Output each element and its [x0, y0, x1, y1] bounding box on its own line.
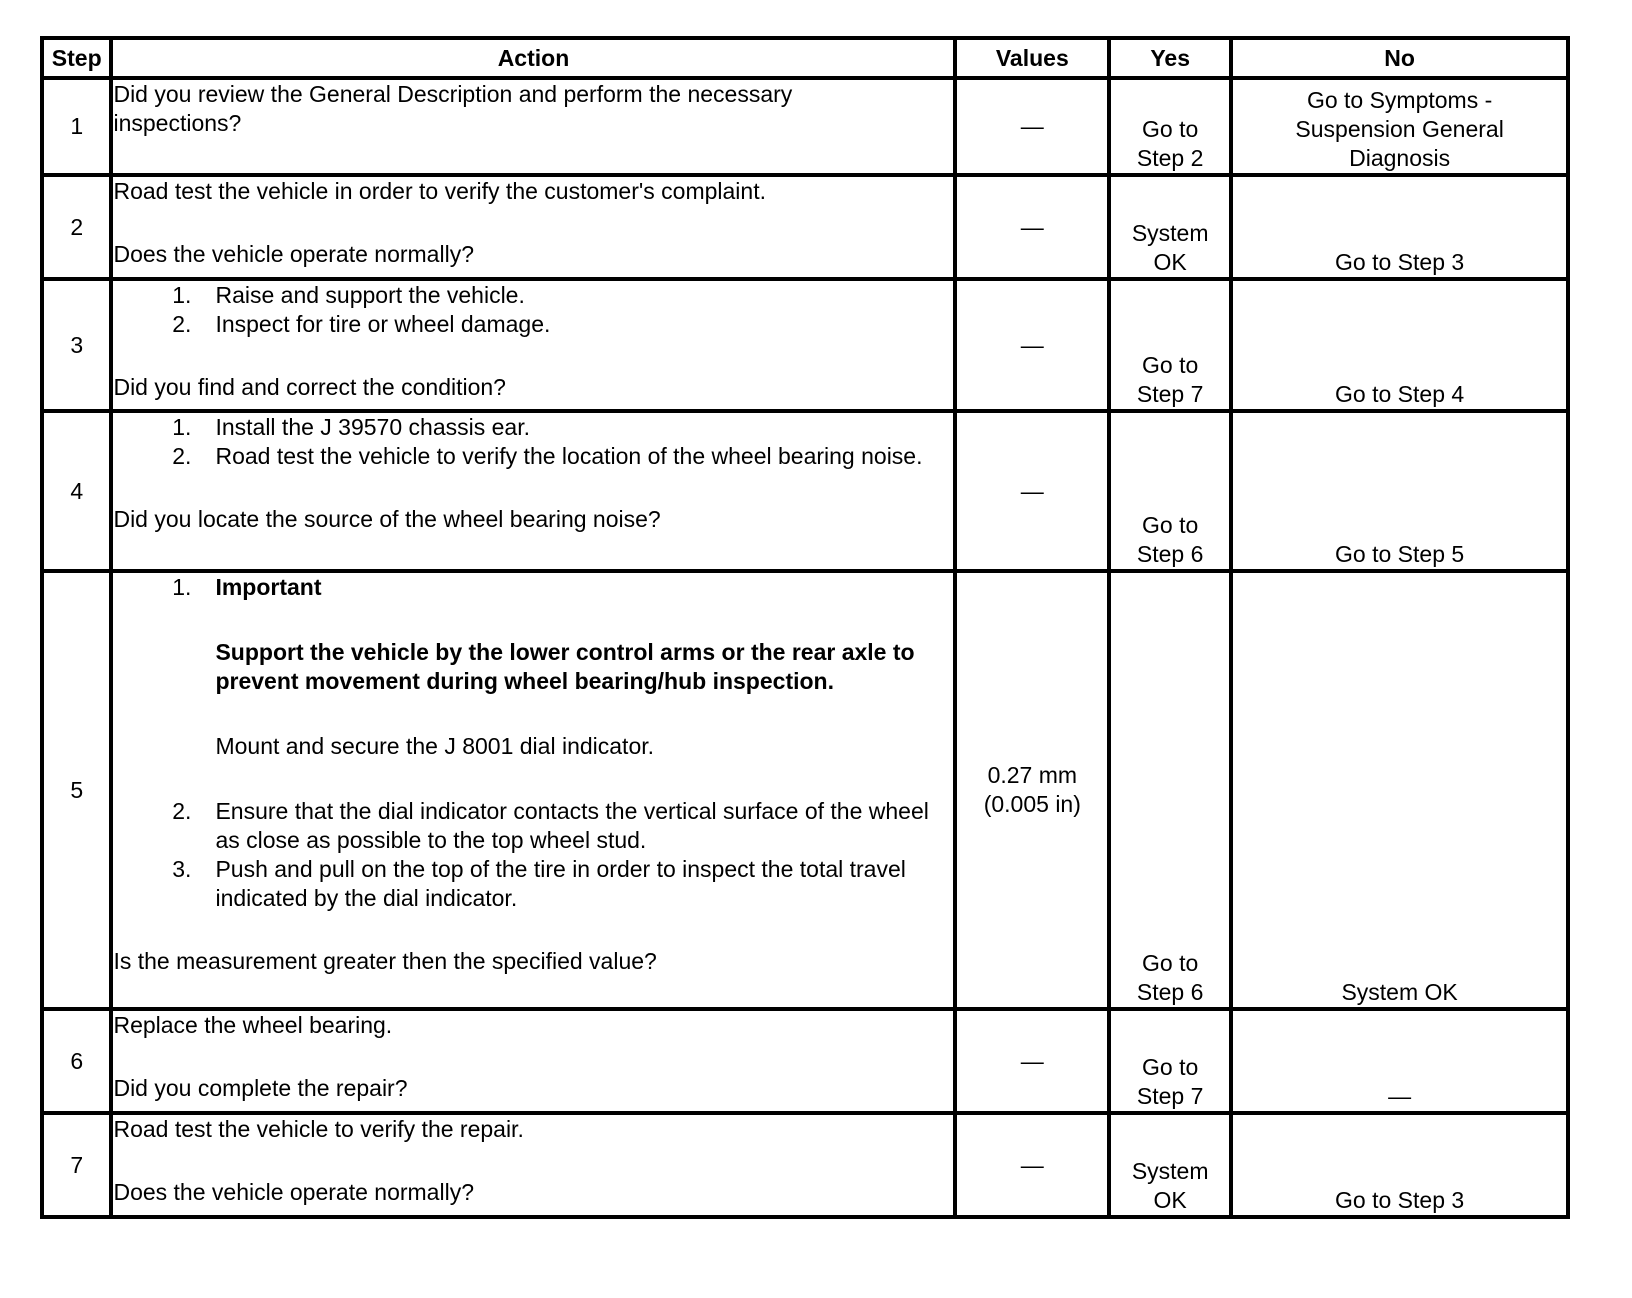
yes-cell [1109, 279, 1231, 411]
action-intro: Road test the vehicle to verify the repair. [113, 1116, 524, 1142]
no-cell [1231, 78, 1568, 175]
action-line: Did you review the General Description and perform the necessary [113, 81, 793, 107]
yes-line: Go to [1142, 1054, 1199, 1080]
no-line: Go to Step 4 [1335, 381, 1465, 407]
step-number: 4 [42, 411, 111, 571]
no-cell [1231, 175, 1568, 279]
list-item [113, 442, 953, 471]
table-row-step-7 [42, 1113, 1568, 1217]
action-question: Did you find and correct the condition? [113, 374, 506, 400]
no-line: — [1388, 1083, 1412, 1109]
action-question: Did you locate the source of the wheel bearing noise? [113, 506, 661, 532]
action-cell [111, 1113, 955, 1217]
important-note: Support the vehicle by the lower control arms or the rear axle to prevent movement during wheel bearing/hub inspection. [215, 639, 915, 694]
no-line: Diagnosis [1349, 145, 1451, 171]
yes-line: Step 6 [1136, 979, 1204, 1005]
list-item-text: Inspect for tire or wheel damage. [215, 311, 551, 337]
step-number: 5 [42, 571, 111, 1009]
yes-cell [1109, 175, 1231, 279]
table-row-step-4 [42, 411, 1568, 571]
list-item-text: Ensure that the dial indicator contacts the vertical surface of the wheel as close as possible to the top wheel stud. [215, 798, 929, 853]
yes-line: Go to [1142, 512, 1199, 538]
yes-cell [1109, 571, 1231, 1009]
no-cell [1231, 279, 1568, 411]
list-item-number: 2. [172, 311, 192, 337]
action-cell [111, 78, 955, 175]
table-row-step-2 [42, 175, 1568, 279]
list-item [113, 413, 953, 442]
important-label: Important [215, 574, 322, 600]
yes-line: Go to [1142, 116, 1199, 142]
action-cell [111, 571, 955, 1009]
action-list [113, 573, 953, 913]
action-cell [111, 1009, 955, 1113]
list-item-text: Install the J 39570 chassis ear. [215, 414, 530, 440]
values-cell: — [955, 175, 1109, 279]
list-item [113, 573, 953, 797]
list-item-number: 3. [172, 856, 192, 882]
yes-line: System [1131, 220, 1209, 246]
header-values: Values [955, 38, 1109, 78]
header-step: Step [42, 38, 111, 78]
values-cell [955, 571, 1109, 1009]
yes-line: System [1131, 1158, 1209, 1184]
yes-line: Step 7 [1136, 1083, 1204, 1109]
step-number: 7 [42, 1113, 111, 1217]
step-number: 3 [42, 279, 111, 411]
yes-line: Step 2 [1136, 145, 1204, 171]
table-row-step-1 [42, 78, 1568, 175]
list-item-text: Push and pull on the top of the tire in order to inspect the total travel indicated by the dial indicator. [215, 856, 906, 911]
action-cell [111, 279, 955, 411]
values-cell: — [955, 411, 1109, 571]
yes-line: Step 6 [1136, 541, 1204, 567]
list-item-number: 1. [172, 414, 192, 440]
action-line: inspections? [113, 110, 242, 136]
yes-line: Go to [1142, 352, 1199, 378]
yes-line: Step 7 [1136, 381, 1204, 407]
values-cell: — [955, 1113, 1109, 1217]
values-cell: — [955, 1009, 1109, 1113]
action-question: Does the vehicle operate normally? [113, 1179, 474, 1205]
list-item [113, 797, 953, 855]
step-number: 6 [42, 1009, 111, 1113]
values-cell: — [955, 78, 1109, 175]
header-row [42, 38, 1568, 78]
no-line: Suspension General [1295, 116, 1504, 142]
list-item-number: 2. [172, 443, 192, 469]
spec-imperial: (0.005 in) [983, 791, 1081, 817]
list-item-text: Mount and secure the J 8001 dial indicator. [215, 733, 655, 759]
table-row-step-6 [42, 1009, 1568, 1113]
action-question: Is the measurement greater then the specified value? [113, 948, 657, 974]
list-item-number: 1. [172, 282, 192, 308]
list-item [113, 281, 953, 310]
diagnostic-table [40, 36, 1570, 1219]
no-cell [1231, 1009, 1568, 1113]
no-line: System OK [1341, 979, 1458, 1005]
header-yes: Yes [1109, 38, 1231, 78]
table-row-step-3 [42, 279, 1568, 411]
no-cell [1231, 571, 1568, 1009]
yes-cell [1109, 1113, 1231, 1217]
no-line: Go to Step 3 [1335, 249, 1465, 275]
no-line: Go to Symptoms - [1306, 87, 1493, 113]
no-cell [1231, 1113, 1568, 1217]
list-item-text: Road test the vehicle to verify the location of the wheel bearing noise. [215, 443, 923, 469]
spec-metric: 0.27 mm [987, 762, 1078, 788]
step-number: 1 [42, 78, 111, 175]
action-list [113, 413, 953, 471]
header-action: Action [111, 38, 955, 78]
action-question: Did you complete the repair? [113, 1075, 408, 1101]
yes-line: OK [1153, 249, 1187, 275]
action-cell [111, 175, 955, 279]
list-item-text: Raise and support the vehicle. [215, 282, 525, 308]
no-line: Go to Step 5 [1335, 541, 1465, 567]
action-question: Does the vehicle operate normally? [113, 241, 474, 267]
list-item [113, 855, 953, 913]
list-item-number: 2. [172, 798, 192, 824]
yes-cell [1109, 1009, 1231, 1113]
yes-cell [1109, 78, 1231, 175]
table-row-step-5 [42, 571, 1568, 1009]
yes-line: Go to [1142, 950, 1199, 976]
no-line: Go to Step 3 [1335, 1187, 1465, 1213]
no-cell [1231, 411, 1568, 571]
action-cell [111, 411, 955, 571]
action-intro: Replace the wheel bearing. [113, 1012, 393, 1038]
list-item-content [215, 573, 953, 797]
action-intro: Road test the vehicle in order to verify the customer's complaint. [113, 178, 766, 204]
yes-cell [1109, 411, 1231, 571]
yes-line: OK [1153, 1187, 1187, 1213]
list-item-number: 1. [172, 574, 192, 600]
list-item [113, 310, 953, 339]
step-number: 2 [42, 175, 111, 279]
header-no: No [1231, 38, 1568, 78]
values-cell: — [955, 279, 1109, 411]
action-list [113, 281, 953, 339]
